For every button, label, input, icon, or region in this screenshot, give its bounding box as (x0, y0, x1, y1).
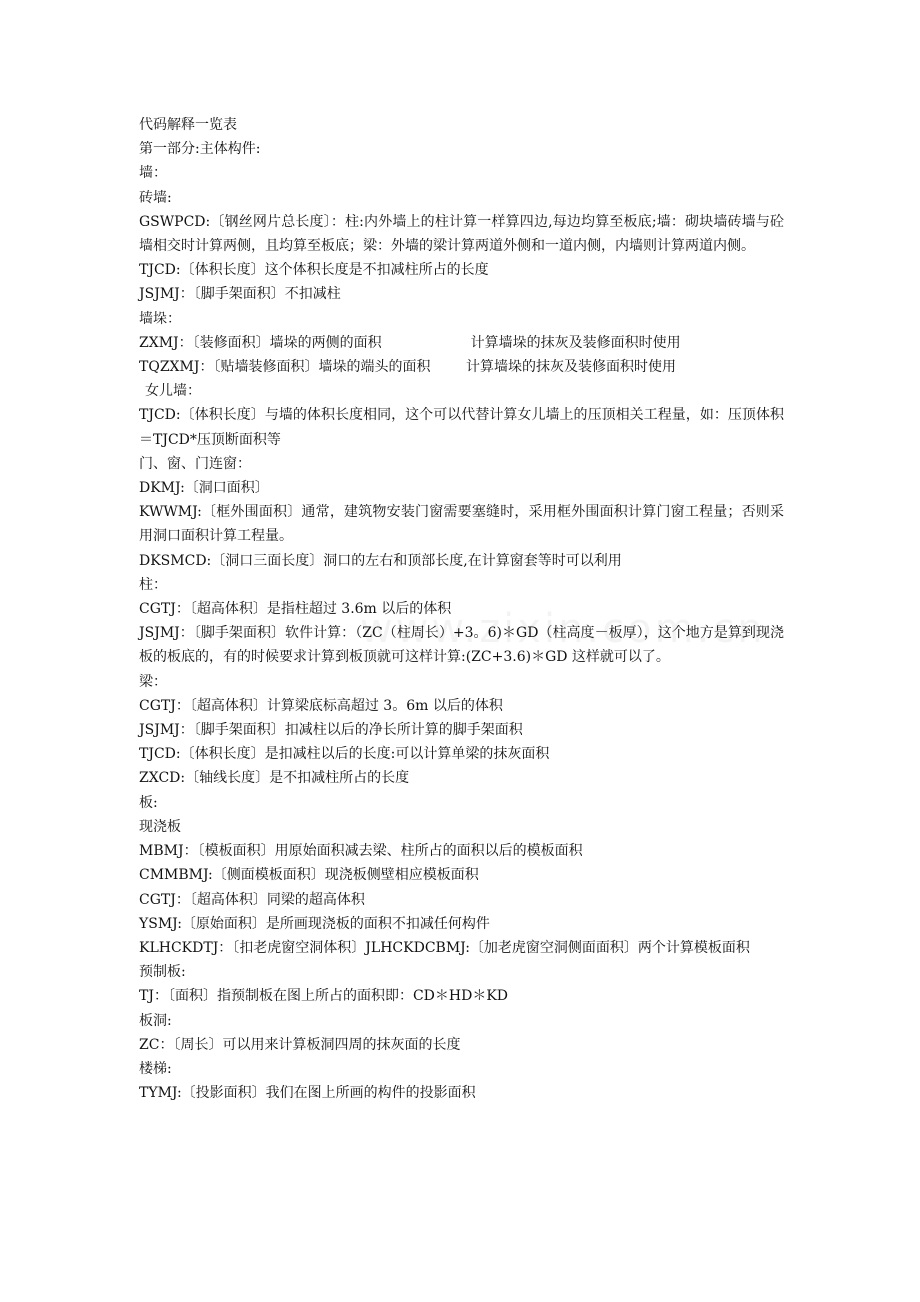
category-heading-slab: 板: (139, 794, 158, 811)
code-definition-dksmcd: DKSMCD:〔洞口三面长度〕洞口的左右和顶部长度,在计算窗套等时可以利用 (139, 552, 622, 569)
code-definition-tqzxmj: TQZXMJ：〔贴墙装修面积〕墙垛的端头的面积 计算墙垛的抹灰及装修面积时使用 (139, 359, 677, 376)
code-definition-tjcd-wall: TJCD:〔体积长度〕这个体积长度是不扣减柱所占的长度 (139, 262, 489, 279)
code-definition-zxmj: ZXMJ：〔装修面积〕墙垛的两侧的面积 计算墙垛的抹灰及装修面积时使用 (139, 334, 681, 351)
subcategory-heading-cast-slab: 现浇板 (139, 818, 181, 835)
code-definition-cmmbmj: CMMBMJ:〔侧面模板面积〕现浇板侧壁相应模板面积 (139, 867, 479, 884)
code-definition-cgtj-beam: CGTJ：〔超高体积〕计算梁底标高超过 3。6m 以后的体积 (139, 697, 503, 714)
document-title: 代码解释一览表 (139, 117, 237, 133)
code-definition-zc: ZC：〔周长〕可以用来计算板洞四周的抹灰面的长度 (139, 1036, 461, 1053)
code-definition-tj: TJ：〔面积〕指预制板在图上所占的面积即：CD＊HD＊KD (139, 988, 509, 1005)
subcategory-heading-wall-pier: 墙垛： (139, 310, 181, 327)
category-heading-wall: 墙： (139, 165, 167, 182)
category-heading-doors-windows: 门、窗、门连窗： (139, 455, 251, 472)
code-definition-tymj: TYMJ:〔投影面积〕我们在图上所画的构件的投影面积 (139, 1085, 476, 1102)
code-definition-kwwmj: KWWMJ:〔框外围面积〕通常，建筑物安装门窗需要塞缝时，采用框外围面积计算门窗工程量；否则采用洞口面积计算工程量。 (139, 504, 784, 545)
document-body (139, 113, 784, 1105)
code-definition-cgtj-slab: CGTJ：〔超高体积〕同梁的超高体积 (139, 891, 365, 908)
category-heading-stairs: 楼梯: (139, 1060, 172, 1077)
code-definition-tjcd-parapet: TJCD:〔体积长度〕与墙的体积长度相同，这个可以代替计算女儿墙上的压顶相关工程量，如：压顶体积＝TJCD*压顶断面积等 (139, 407, 784, 448)
subcategory-heading-brick-wall: 砖墙: (139, 189, 172, 206)
code-definition-tjcd-beam: TJCD:〔体积长度〕是扣减柱以后的长度:可以计算单梁的抹灰面积 (139, 746, 550, 763)
code-definition-dkmj: DKMJ:〔洞口面积〕 (139, 480, 269, 497)
category-heading-beam: 梁： (139, 673, 167, 690)
category-heading-slab-opening: 板洞: (139, 1012, 172, 1029)
code-definition-ysmj: YSMJ:〔原始面积〕是所画现浇板的面积不扣减任何构件 (139, 915, 490, 932)
section-heading: 第一部分:主体构件: (139, 141, 261, 158)
code-definition-mbmj: MBMJ：〔模板面积〕用原始面积减去梁、柱所占的面积以后的模板面积 (139, 843, 583, 860)
code-definition-jsjmj-beam: JSJMJ：〔脚手架面积〕扣减柱以后的净长所计算的脚手架面积 (139, 722, 523, 739)
code-definition-cgtj-column: CGTJ：〔超高体积〕是指柱超过 3.6m 以后的体积 (139, 601, 452, 618)
subcategory-heading-precast-slab: 预制板: (139, 964, 186, 981)
subcategory-heading-parapet: 女儿墙： (145, 383, 201, 400)
code-definition-jsjmj-wall: JSJMJ：〔脚手架面积〕不扣减柱 (139, 286, 341, 303)
code-definition-klhckdtj: KLHCKDTJ：〔扣老虎窗空洞体积〕JLHCKDCBMJ:〔加老虎窗空洞侧面面积〕两个计算模板面积 (139, 939, 750, 956)
category-heading-column: 柱： (139, 576, 167, 593)
code-definition-jsjmj-column: JSJMJ：〔脚手架面积〕软件计算：（ZC（柱周长）+3。6)＊GD（柱高度－板厚），这个地方是算到现浇板的板底的，有的时候要求计算到板顶就可这样计算:(ZC+3.6)＊GD 这样就可以了。 (139, 625, 784, 666)
code-definition-gswpcd: GSWPCD:〔钢丝网片总长度〕：柱:内外墙上的柱计算一样算四边,每边均算至板底;墙：砌块墙砖墙与砼墙相交时计算两侧，且均算至板底；梁：外墙的梁计算两道外侧和一道内侧，内墙则计算两道内侧。 (139, 213, 784, 255)
code-definition-zxcd: ZXCD:〔轴线长度〕是不扣减柱所占的长度 (139, 770, 410, 787)
